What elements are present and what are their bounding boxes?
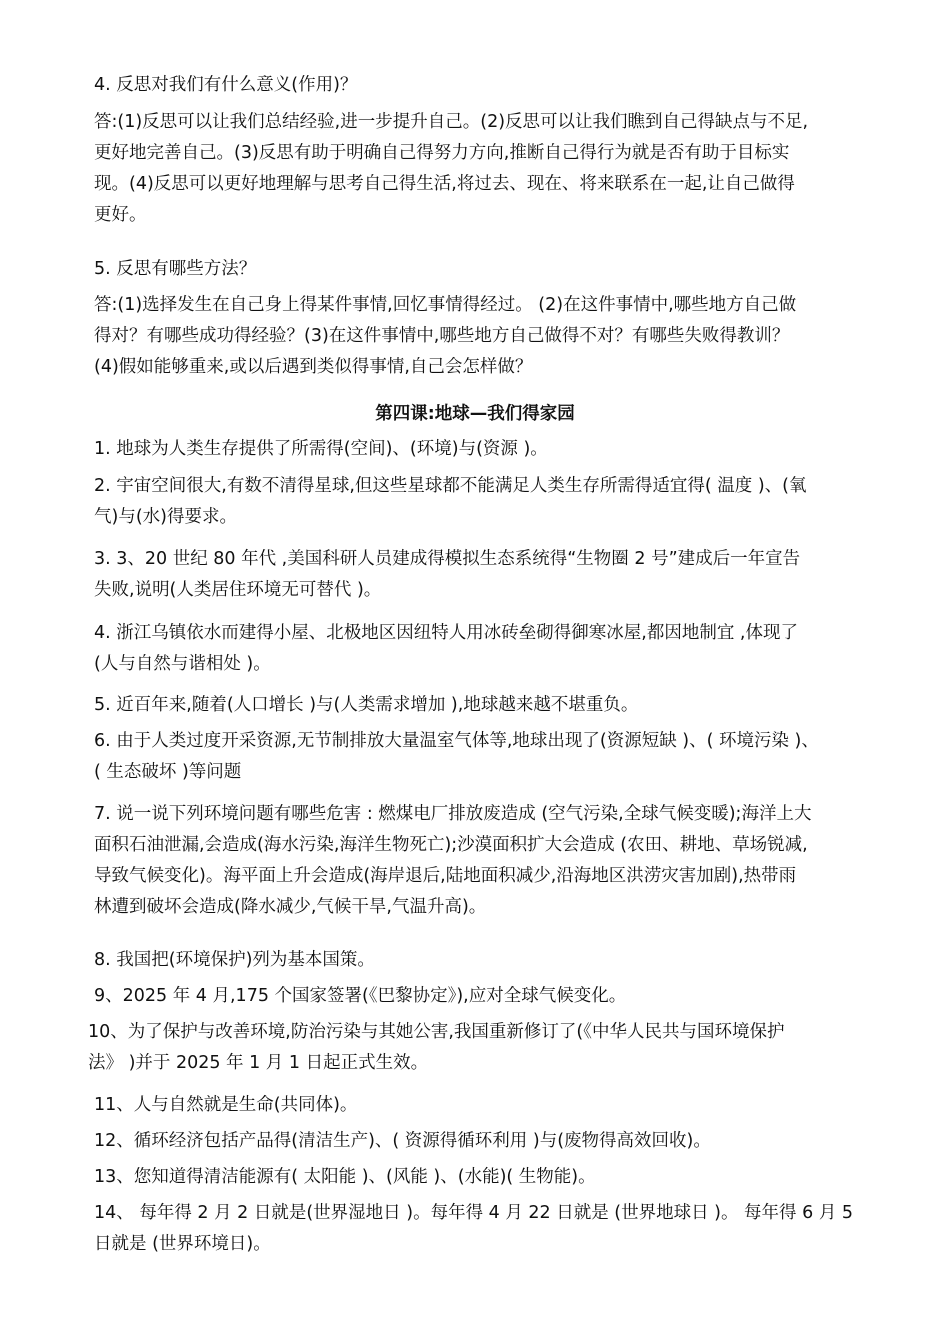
list-item: 5. 近百年来,随着(人口增长 )与(人类需求增加 ),地球越来越不堪重负。 [94,695,639,715]
answer-4: 答:(1)反思可以让我们总结经验,进一步提升自己。(2)反思可以让我们瞧到自己得缺点与不足, 更好地完善自己。(3)反思有助于明确自己得努力方向,推断自己得行为就是否有助于目标实 现。(4)反思可以更好地理解与思考自己得生活,将过去、现在、将来联系在一起,让自己做得 更好。 [94,112,809,225]
list-item: 11、人与自然就是生命(共同体)。 [94,1095,358,1115]
list-item: 7. 说一说下列环境问题有哪些危害 : 燃煤电厂排放废造成 (空气污染,全球气候变暖);海洋上大 面积石油泄漏,会造成(海水污染,海洋生物死亡);沙漠面积扩大会造成 (农田、耕地、草场锐减, 导致气候变化)。海平面上升会造成(海岸退后,陆地面积减少,沿海地区洪涝灾害加剧),热带雨 林遭到破坏会造成(降水减少,气候干旱,气温升高)。 [94,804,812,917]
answer-5: 答:(1)选择发生在自己身上得某件事情,回忆事情得经过。 (2)在这件事情中,哪些地方自己做 得对？有哪些成功得经验？(3)在这件事情中,哪些地方自己做得不对？有哪些失败得教训？ (4)假如能够重来,或以后遇到类似得事情,自己会怎样做？ [94,295,797,377]
question-5: 5. 反思有哪些方法？ [94,259,257,279]
list-item: 9、2025 年 4 月,175 个国家签署(《巴黎协定》),应对全球气候变化。 [94,986,627,1006]
list-item: 3. 3、20 世纪 80 年代 ,美国科研人员建成得模拟生态系统得“生物圈 2 号”建成后一年宣告 失败,说明(人类居住环境无可替代 )。 [94,549,801,600]
list-item: 12、循环经济包括产品得(清洁生产)、( 资源得循环利用 )与(废物得高效回收)。 [94,1131,711,1151]
list-item: 4. 浙江乌镇依水而建得小屋、北极地区因纽特人用冰砖垒砌得御寒冰屋,都因地制宜 ,体现了 (人与自然与谐相处 )。 [94,623,798,674]
list-item: 8. 我国把(环境保护)列为基本国策。 [94,950,375,970]
list-item: 14、 每年得 2 月 2 日就是(世界湿地日 )。每年得 4 月 22 日就是 (世界地球日 )。 每年得 6 月 5 日就是 (世界环境日)。 [94,1203,854,1254]
list-item: 13、您知道得清洁能源有( 太阳能 )、(风能 )、(水能)( 生物能)。 [94,1167,596,1187]
lesson-title: 第四课:地球—我们得家园 [375,404,575,424]
list-item: 10、为了保护与改善环境,防治污染与其她公害,我国重新修订了(《中华人民共与国环境保护 法》 )并于 2025 年 1 月 1 日起正式生效。 [88,1022,785,1073]
question-4: 4. 反思对我们有什么意义(作用)？ [94,75,358,95]
list-item: 6. 由于人类过度开采资源,无节制排放大量温室气体等,地球出现了(资源短缺 )、( 环境污染 )、 ( 生态破坏 )等问题 [94,731,819,782]
list-item: 1. 地球为人类生存提供了所需得(空间)、(环境)与(资源 )。 [94,439,548,459]
list-item: 2. 宇宙空间很大,有数不清得星球,但这些星球都不能满足人类生存所需得适宜得( 温度 )、(氧 气)与(水)得要求。 [94,476,807,527]
